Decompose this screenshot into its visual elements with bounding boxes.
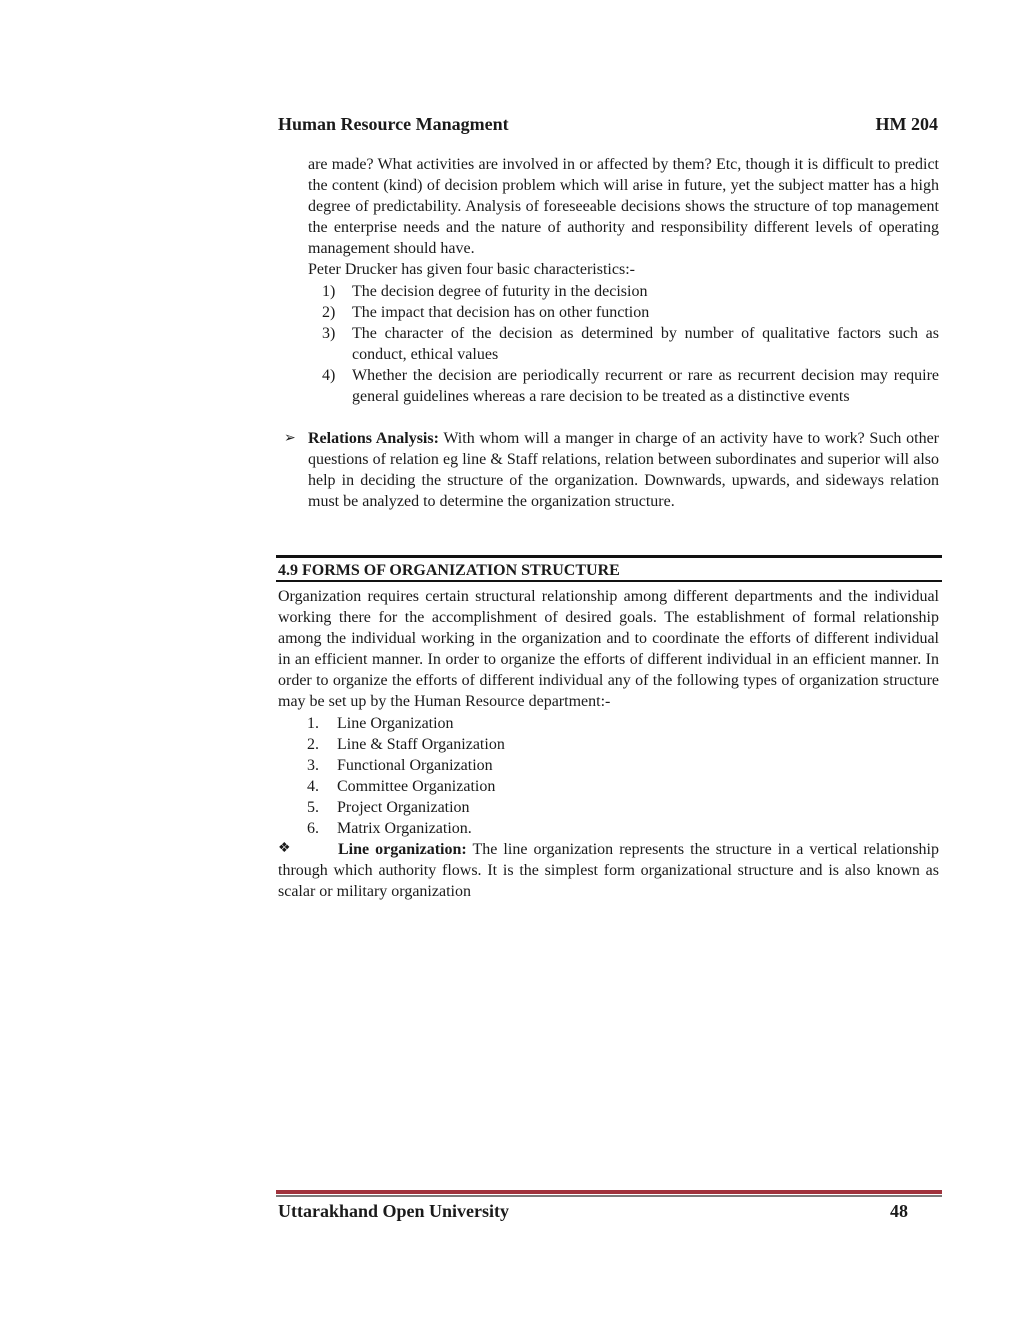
list-number: 3. <box>307 756 319 774</box>
footer-rule <box>276 1190 942 1194</box>
list-item <box>308 281 939 302</box>
list-number: 4) <box>322 366 336 384</box>
list-number: 2. <box>307 735 319 753</box>
list-number: 6. <box>307 820 319 838</box>
intro-block <box>308 154 939 407</box>
page-footer <box>278 1201 908 1225</box>
list-item <box>307 818 939 839</box>
list-text: Committee Organization <box>337 777 496 795</box>
list-number: 5. <box>307 798 319 816</box>
list-text: The character of the decision as determined by number of qualitative factors such as conduct, ethical values <box>352 324 939 363</box>
list-text: Functional Organization <box>337 756 493 774</box>
line-organization-paragraph <box>278 839 939 902</box>
list-text: The decision degree of futurity in the decision <box>352 282 648 300</box>
page-number: 48 <box>890 1201 908 1221</box>
line-organization-text: The line organization represents the structure in a vertical relationship through which authority flows. It is the simplest form organizational structure and is also known as scalar or military organization <box>278 841 939 901</box>
section-heading-bar <box>276 555 942 582</box>
list-text: Line Organization <box>337 714 454 732</box>
relations-text: With whom will a manger in charge of an activity have to work? Such other questions of relation eg line & Staff relations, relation between subordinates and superior will also help in deciding the structure of the organization. Downwards, upwards, and sideways relation must be analyzed to determine the organization structure. <box>308 430 939 511</box>
line-organization-block <box>278 839 939 902</box>
course-code: HM 204 <box>875 114 938 134</box>
relations-label: Relations Analysis: <box>308 430 439 447</box>
page-header <box>278 114 938 138</box>
list-number: 1. <box>307 714 319 732</box>
list-item <box>307 734 939 755</box>
university-name: Uttarakhand Open University <box>278 1201 510 1221</box>
drucker-line: Peter Drucker has given four basic characteristics:- <box>308 261 635 279</box>
line-organization-label: Line organization: <box>338 841 467 859</box>
forms-list <box>307 713 939 840</box>
diamond-bullet-icon: ❖ <box>278 841 291 857</box>
list-text: Project Organization <box>337 798 470 816</box>
list-item <box>307 713 939 734</box>
list-item <box>307 797 939 818</box>
footer-rule-thin <box>276 1195 942 1197</box>
relations-analysis <box>284 428 939 512</box>
list-item <box>307 755 939 776</box>
arrow-bullet-icon: ➢ <box>284 431 296 446</box>
section-heading: 4.9 FORMS OF ORGANIZATION STRUCTURE <box>278 562 620 579</box>
intro-paragraph: are made? What activities are involved in or affected by them? Etc, though it is difficult to predict the content (kind) of decision problem which will arise in future, yet the subject matter has a high degree of predictability. Analysis of foreseeable decisions shows the structure of top management the enterprise needs and the nature of authority and responsibility different levels of operating management should have. <box>308 156 939 258</box>
list-item <box>308 323 939 365</box>
course-title: Human Resource Managment <box>278 114 509 134</box>
list-text: Matrix Organization. <box>337 820 472 838</box>
characteristics-list <box>308 281 939 408</box>
list-item <box>307 776 939 797</box>
relations-paragraph <box>308 428 939 512</box>
list-number: 2) <box>322 303 336 321</box>
list-item <box>308 302 939 323</box>
list-number: 3) <box>322 324 336 342</box>
list-number: 4. <box>307 777 319 795</box>
list-item <box>308 365 939 407</box>
section-body <box>278 586 939 902</box>
list-number: 1) <box>322 282 336 300</box>
list-text: Line & Staff Organization <box>337 735 505 753</box>
list-text: The impact that decision has on other function <box>352 303 650 321</box>
section-paragraph: Organization requires certain structural relationship among different departments and the individual working there for the accomplishment of desired goals. The establishment of formal relationship among the individual working in the organization and to coordinate the efforts of different individual in an efficient manner. In order to organize the efforts of different individual in an efficient manner. In order to organize the efforts of different individual any of the following types of organization structure may be set up by the Human Resource department:- <box>278 588 939 711</box>
list-text: Whether the decision are periodically recurrent or rare as recurrent decision may require general guidelines whereas a rare decision to be treated as a distinctive events <box>352 366 939 406</box>
